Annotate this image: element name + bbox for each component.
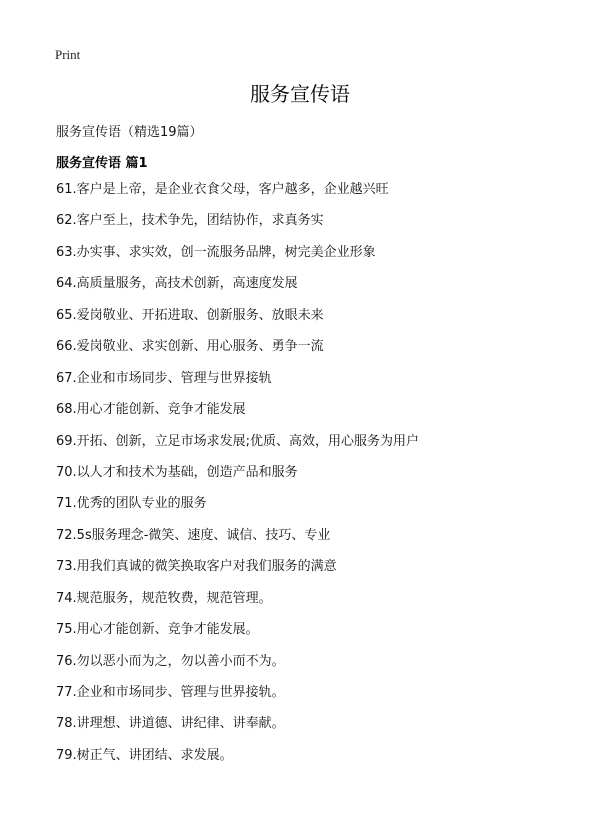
list-item: 61.客户是上帝，是企业衣食父母，客户越多，企业越兴旺 — [56, 182, 389, 197]
list-item: 76.勿以恶小而为之，勿以善小而不为。 — [56, 653, 285, 669]
print-label: Print — [55, 47, 81, 62]
list-item: 66.爱岗敬业、求实创新、用心服务、勇争一流 — [56, 339, 324, 355]
list-item: 69.开拓、创新，立足市场求发展;优质、高效，用心服务为用户 — [56, 433, 420, 449]
list-item: 62.客户至上，技术争先，团结协作，求真务实 — [56, 213, 324, 229]
list-item: 77.企业和市场同步、管理与世界接轨。 — [56, 685, 285, 700]
list-item: 73.用我们真诚的微笑换取客户对我们服务的满意 — [56, 559, 337, 575]
list-item: 75.用心才能创新、竞争才能发展。 — [56, 622, 259, 638]
list-item: 70.以人才和技术为基础，创造产品和服务 — [56, 464, 298, 480]
document-subtitle: 服务宣传语（精选19篇） — [56, 125, 203, 140]
list-item: 63.办实事、求实效，创一流服务品牌，树完美企业形象 — [56, 244, 376, 260]
document-title: 服务宣传语 — [250, 82, 350, 106]
list-item: 68.用心才能创新、竞争才能发展 — [56, 402, 246, 418]
section-heading: 服务宣传语 篇1 — [56, 156, 148, 171]
list-item: 64.高质量服务，高技术创新，高速度发展 — [56, 276, 298, 292]
list-item: 65.爱岗敬业、开拓进取、创新服务、放眼未来 — [56, 307, 324, 323]
list-item: 67.企业和市场同步、管理与世界接轨 — [56, 370, 272, 386]
list-item: 78.讲理想、讲道德、讲纪律、讲奉献。 — [56, 716, 285, 732]
list-item: 79.树正气、讲团结、求发展。 — [56, 747, 233, 763]
list-item: 74.规范服务，规范牧费，规范管理。 — [56, 590, 272, 606]
list-item: 71.优秀的团队专业的服务 — [56, 496, 207, 512]
slogan-list — [56, 183, 419, 780]
list-item: 72.5s服务理念-微笑、速度、诚信、技巧、专业 — [56, 527, 331, 543]
